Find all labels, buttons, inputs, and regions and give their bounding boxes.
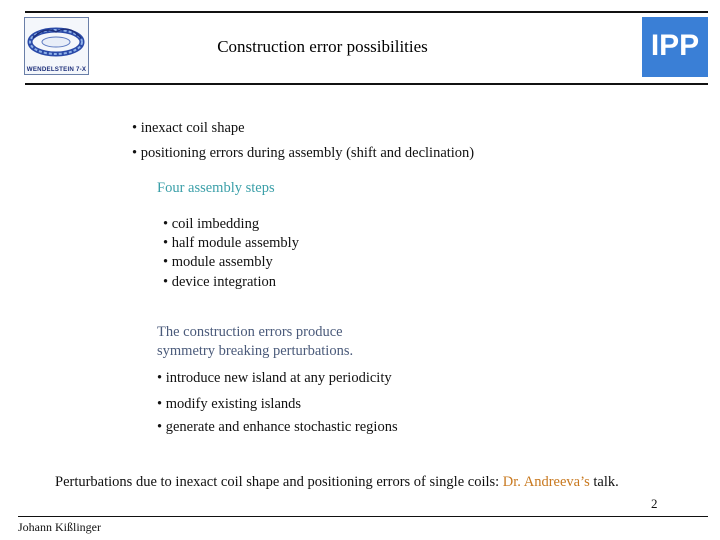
header-top-rule [25, 11, 708, 13]
assembly-step: • device integration [163, 274, 276, 290]
assembly-step: • coil imbedding [163, 216, 260, 232]
assembly-heading: Four assembly steps [157, 180, 275, 196]
author-name: Johann Kißlinger [18, 520, 101, 534]
assembly-step: • half module assembly [163, 235, 299, 251]
stellarator-icon [25, 18, 88, 66]
consequences-heading-line1: The construction errors produce [157, 324, 343, 340]
ipp-logo-text: IPP [650, 29, 700, 62]
wendelstein-logo [24, 17, 89, 75]
page-number: 2 [651, 496, 658, 511]
reference-suffix: talk. [589, 474, 619, 490]
assembly-step: • module assembly [163, 254, 273, 270]
slide-title: Construction error possibilities [217, 37, 428, 56]
intro-bullet: • inexact coil shape [132, 120, 245, 136]
reference-text: Perturbations due to inexact coil shape and positioning errors of single coils: [55, 474, 503, 490]
reference-line [55, 474, 619, 491]
ipp-logo [642, 17, 708, 77]
footer-rule [18, 516, 708, 517]
ipp-logo-mark [642, 17, 708, 77]
intro-bullet: • positioning errors during assembly (shift and declination) [132, 145, 475, 161]
consequence-bullet: • modify existing islands [157, 396, 302, 412]
reference-speaker: Dr. Andreeva’s [502, 474, 590, 490]
consequence-bullet: • generate and enhance stochastic regions [157, 419, 398, 435]
header-bottom-rule [25, 83, 708, 85]
consequences-heading-line2: symmetry breaking perturbations. [157, 343, 354, 359]
consequence-bullet: • introduce new island at any periodicity [157, 370, 392, 386]
wendelstein-logo-caption: WENDELSTEIN 7-X [26, 66, 87, 73]
